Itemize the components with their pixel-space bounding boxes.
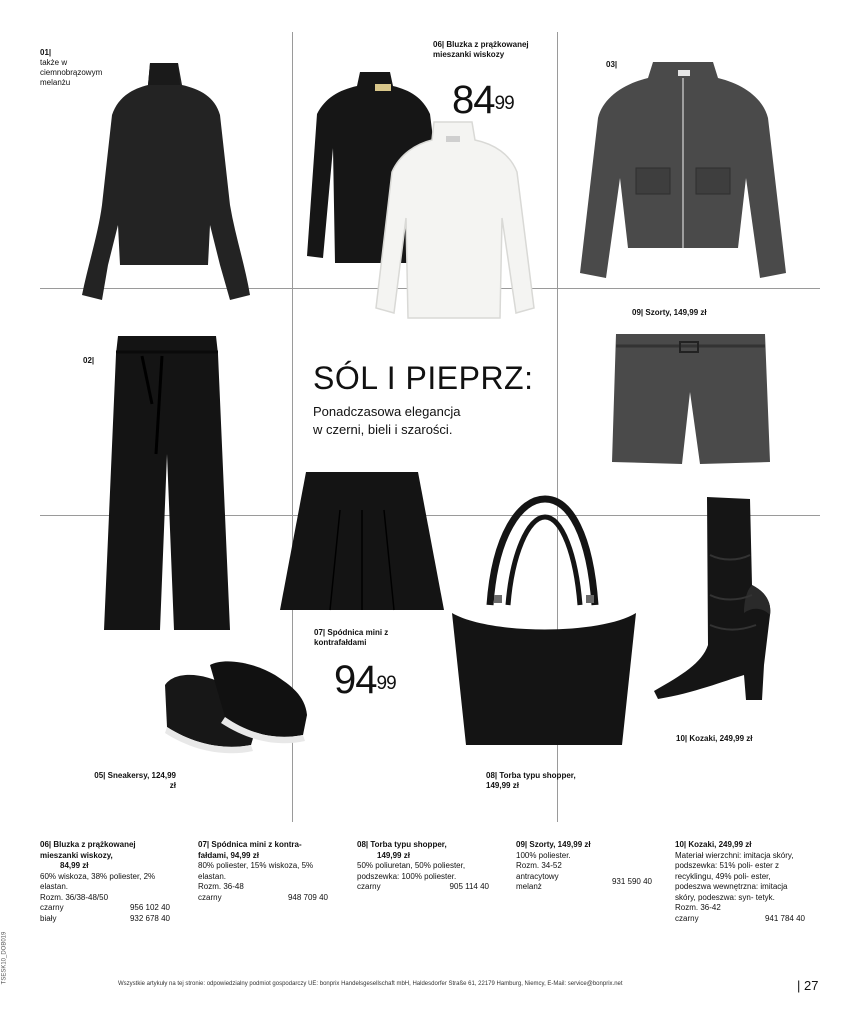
details-06-variant-code: 932 678 40 [129, 913, 170, 923]
details-07-number: 07| [198, 840, 210, 849]
page-number: | 27 [797, 978, 819, 993]
headline-subtitle-line1: Ponadczasowa elegancja [313, 404, 461, 419]
headline-subtitle [313, 403, 460, 439]
headline-title: SÓL I PIEPRZ: [313, 360, 534, 396]
details-10-sizes: Rozm. 36-42 [675, 903, 721, 912]
headline-subtitle-line2: w czerni, bieli i szarości. [313, 422, 453, 437]
details-08-title: Torba typu shopper, [370, 840, 447, 849]
product-10-number: 10| [676, 734, 688, 743]
product-08-name: Torba typu shopper, 149,99 zł [486, 771, 576, 790]
product-09-name: Szorty, 149,99 zł [645, 308, 707, 317]
details-09-material: 100% poliester. [516, 850, 571, 860]
details-09-sizes: Rozm. 34-52 [516, 861, 562, 870]
details-09 [516, 840, 652, 893]
details-06-variant-code: 956 102 40 [129, 903, 170, 912]
product-05-number: 05| [94, 771, 106, 780]
details-06-material: 60% wiskoza, 38% poliester, 2% elastan. [40, 871, 156, 891]
details-08 [357, 840, 489, 893]
shorts-image [608, 332, 773, 467]
tote-bag-image [450, 495, 640, 750]
details-09-variant-code: 931 590 40 [611, 876, 652, 886]
product-05-label [86, 771, 176, 791]
details-07-title: Spódnica mini z kontra- fałdami, 94,99 zł [198, 840, 302, 860]
white-blouse-image [372, 118, 537, 323]
details-07-sizes: Rozm. 36-48 [198, 882, 244, 891]
details-10-variant-code: 941 784 40 [764, 913, 805, 923]
details-07-variant-color: czarny [198, 892, 222, 902]
details-07 [198, 840, 328, 903]
details-09-variant-color: antracytowy melanż [516, 871, 559, 891]
details-06-variant-row [40, 914, 170, 925]
details-06-number: 06| [40, 840, 52, 849]
details-10-title: Kozaki, 249,99 zł [688, 840, 752, 849]
product-01-number: 01| [40, 48, 52, 57]
sneakers-image [155, 655, 315, 760]
product-03-number: 03| [606, 60, 618, 69]
details-08-price: 149,99 zł [377, 850, 410, 860]
details-06-title: Bluzka z prążkowanej mieszanki wiskozy, [40, 840, 136, 860]
details-09-number: 09| [516, 840, 528, 849]
details-06-variant-color: biały [40, 913, 57, 923]
product-07-price-main: 94 [334, 658, 377, 702]
product-10-name: Kozaki, 249,99 zł [689, 734, 753, 743]
details-06-variant-row [40, 903, 170, 914]
sweater-image [80, 55, 255, 305]
details-08-number: 08| [357, 840, 369, 849]
trousers-image [102, 334, 232, 634]
details-08-variant-code: 905 114 40 [449, 882, 489, 891]
details-10-variant-row [675, 914, 805, 925]
details-09-variant-row [516, 872, 652, 893]
details-07-variant-code: 948 709 40 [287, 892, 328, 902]
jacket-image [578, 58, 788, 283]
product-06-number: 06| [433, 40, 445, 49]
product-01-note: także w ciemnobrązowym melanżu [40, 58, 103, 87]
product-07-number: 07| [314, 628, 326, 637]
product-06-price-main: 84 [452, 78, 495, 122]
product-07-label [314, 628, 424, 648]
details-08-variant-color: czarny [357, 882, 381, 891]
details-08-material: 50% poliuretan, 50% poliester, podszewka: 100% poliester. [357, 861, 466, 881]
details-06-sizes: Rozm. 36/38-48/50 [40, 892, 109, 902]
details-10-variant-color: czarny [675, 913, 699, 923]
details-07-variant-row [198, 893, 328, 904]
boots-image [652, 495, 792, 710]
footer-legal-text: Wszystkie artykuły na tej stronie: odpowiedzialny podmiot gospodarczy UE: bonprix Handelsgesellschaft mbH, Haldesdorfer Straße 61, 22179 Hamburg, Niemcy, E-Mail: service@bonprix.net [118, 981, 623, 987]
product-06-name: Bluzka z prążkowanej mieszanki wiskozy [433, 40, 529, 59]
details-09-title: Szorty, 149,99 zł [529, 840, 591, 849]
product-08-number: 08| [486, 771, 498, 780]
product-09-number: 09| [632, 308, 644, 317]
details-06 [40, 840, 170, 924]
details-06-price: 84,99 zł [60, 861, 89, 870]
product-05-name: Sneakersy, 124,99 zł [107, 771, 176, 790]
product-06-label [433, 40, 553, 60]
product-07-price-cents: 99 [376, 673, 396, 694]
product-07-name: Spódnica mini z kontrafałdami [314, 628, 389, 647]
details-10 [675, 840, 805, 924]
details-06-variant-color: czarny [40, 903, 64, 912]
side-code: TSESK10_DOB019 [1, 931, 8, 985]
skirt-image [278, 470, 446, 615]
product-02-number: 02| [83, 356, 95, 365]
details-10-material: Materiał wierzchni: imitacja skóry, podszewka: 51% poli- ester z recyklingu, 49% poli- ester, podeszwa wewnętrzna: imitacja skóry, podeszwa: syn- tetyk. [675, 850, 794, 902]
product-06-price-cents: 99 [494, 93, 514, 114]
details-08-variant-row [357, 882, 489, 893]
product-07-price [334, 660, 396, 700]
product-08-label [486, 771, 596, 791]
product-06-price [452, 80, 514, 120]
product-09-label [632, 308, 707, 318]
details-10-number: 10| [675, 840, 687, 849]
details-07-material: 80% poliester, 15% wiskoza, 5% elastan. [198, 861, 314, 881]
product-10-label [676, 734, 753, 744]
